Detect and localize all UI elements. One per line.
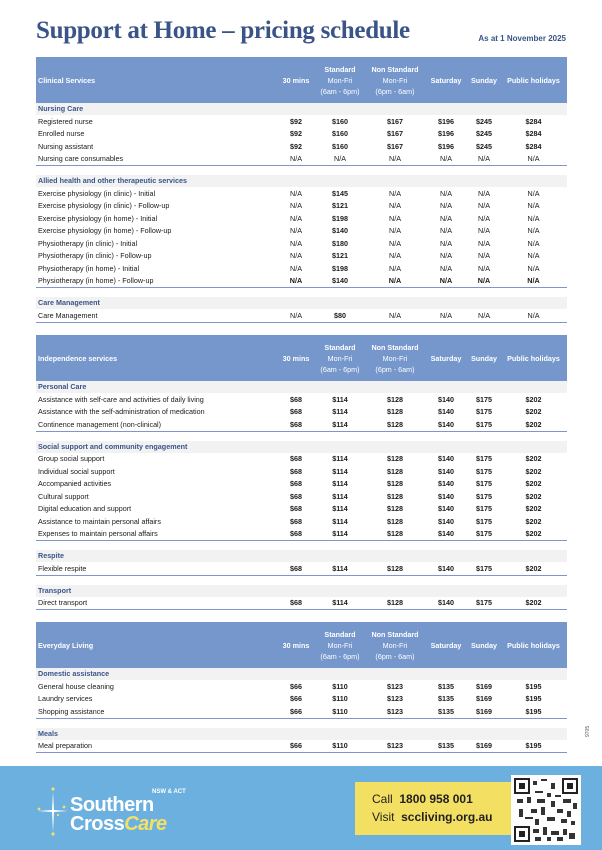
price-cell: $92 (290, 129, 302, 139)
section-gap (36, 719, 567, 728)
price-cell: N/A (334, 154, 346, 164)
price-cell: N/A (290, 201, 302, 211)
price-cell: N/A (527, 263, 540, 273)
pricing-table-0 (36, 57, 567, 323)
price-cell: N/A (527, 238, 540, 248)
table-row (36, 740, 567, 754)
document-code: 9705 (585, 725, 591, 737)
price-cell: $123 (387, 681, 403, 691)
price-cell: $121 (332, 201, 348, 211)
price-cell: $245 (476, 116, 492, 126)
table-row (36, 262, 567, 275)
col-saturday: Saturday (430, 640, 462, 650)
price-cell: $160 (332, 129, 348, 139)
col-non-standard: Non Standard Mon-Fri (6pm - 6am) (371, 629, 419, 661)
price-cell: $140 (438, 466, 454, 476)
price-cell: $140 (438, 394, 454, 404)
col-sunday: Sunday (471, 75, 497, 85)
price-cell: $114 (332, 563, 348, 573)
price-cell: $175 (476, 479, 492, 489)
price-cell: $202 (525, 491, 542, 501)
qr-code-icon[interactable] (511, 775, 581, 845)
price-cell: N/A (527, 188, 540, 198)
price-cell: $68 (290, 419, 302, 429)
price-cell: $114 (332, 479, 348, 489)
col-30-mins: 30 mins (282, 75, 310, 85)
price-cell: $140 (438, 454, 454, 464)
price-cell: $284 (525, 129, 542, 139)
price-cell: $68 (290, 466, 302, 476)
price-cell: $140 (438, 419, 454, 429)
price-cell: $114 (332, 394, 348, 404)
service-name: Laundry services (38, 694, 93, 704)
price-cell: $140 (438, 504, 454, 514)
price-cell: $66 (290, 694, 302, 704)
price-cell: $135 (438, 681, 454, 691)
logo-line1: Southern (70, 794, 154, 816)
col-public-holidays: Public holidays (507, 75, 560, 85)
call-label: Call (372, 792, 393, 806)
service-name: Assistance with the self-administration of medication (38, 407, 205, 417)
service-name: Meal preparation (38, 741, 92, 751)
price-cell: $114 (332, 466, 348, 476)
table-title: Independence services (38, 353, 118, 363)
price-cell: $140 (438, 529, 454, 539)
price-cell: N/A (440, 201, 452, 211)
price-cell: $196 (438, 116, 454, 126)
price-cell: N/A (289, 276, 303, 286)
price-cell: N/A (389, 154, 401, 164)
price-cell: $196 (438, 129, 454, 139)
price-cell: $68 (290, 563, 302, 573)
service-name: Nursing assistant (38, 141, 94, 151)
table-row (36, 309, 567, 323)
price-cell: N/A (478, 310, 490, 320)
price-cell: $145 (332, 188, 348, 198)
website-link[interactable]: sccliving.org.au (401, 810, 493, 824)
price-cell: N/A (478, 154, 490, 164)
price-cell: N/A (440, 213, 452, 223)
table-row (36, 418, 567, 432)
price-cell: $121 (332, 251, 348, 261)
price-cell: $135 (438, 706, 454, 716)
price-cell: $114 (332, 419, 348, 429)
section-title: Respite (36, 550, 567, 562)
logo-care: Care (124, 813, 167, 835)
price-cell: $175 (476, 563, 492, 573)
col-sunday: Sunday (471, 353, 497, 363)
price-cell: $202 (525, 407, 542, 417)
table-row (36, 705, 567, 719)
col-30-mins: 30 mins (282, 353, 310, 363)
col-standard: Standard Mon-Fri (6am - 6pm) (320, 64, 360, 96)
price-cell: $202 (525, 454, 542, 464)
price-cell: $175 (476, 466, 492, 476)
service-name: Exercise physiology (in home) - Initial (38, 213, 158, 223)
table-row (36, 465, 567, 478)
price-cell: $175 (476, 419, 492, 429)
price-cell: $140 (438, 516, 454, 526)
price-cell: $68 (290, 516, 302, 526)
price-cell: $198 (332, 213, 348, 223)
price-cell: $68 (290, 479, 302, 489)
price-cell: $114 (332, 454, 348, 464)
price-cell: $68 (290, 504, 302, 514)
col-30-mins: 30 mins (282, 640, 310, 650)
table-row (36, 693, 567, 706)
price-cell: $68 (290, 491, 302, 501)
section-title: Meals (36, 728, 567, 740)
price-cell: N/A (478, 226, 490, 236)
price-cell: N/A (527, 310, 540, 320)
price-cell: $245 (476, 129, 492, 139)
price-cell: $114 (332, 598, 348, 608)
service-name: Nursing care consumables (38, 154, 124, 164)
section-title: Personal Care (36, 381, 567, 393)
price-cell: $68 (290, 407, 302, 417)
price-cell: $128 (387, 394, 403, 404)
price-cell: $66 (290, 681, 302, 691)
price-cell: N/A (389, 188, 401, 198)
table-row (36, 490, 567, 503)
price-cell: $167 (387, 141, 403, 151)
table-title: Everyday Living (38, 640, 94, 650)
table-header (36, 335, 567, 381)
price-cell: N/A (439, 276, 453, 286)
service-name: Exercise physiology (in clinic) - Follow-up (38, 201, 170, 211)
price-cell: N/A (478, 251, 490, 261)
service-name: Assistance with self-care and activities of daily living (38, 394, 204, 404)
price-cell: $123 (387, 694, 403, 704)
price-cell: $128 (387, 529, 403, 539)
col-standard: Standard Mon-Fri (6am - 6pm) (320, 629, 360, 661)
price-cell: $175 (476, 407, 492, 417)
section-title: Nursing Care (36, 103, 567, 115)
price-cell: $195 (525, 694, 542, 704)
price-cell: $202 (525, 479, 542, 489)
price-cell: $140 (438, 407, 454, 417)
table-row (36, 562, 567, 576)
service-name: Accompanied activities (38, 479, 112, 489)
price-cell: $68 (290, 529, 302, 539)
price-cell: $128 (387, 563, 403, 573)
price-cell: N/A (389, 226, 401, 236)
visit-label: Visit (372, 810, 395, 824)
section-title: Social support and community engagement (36, 441, 567, 453)
col-sunday: Sunday (471, 640, 497, 650)
price-cell: $169 (476, 681, 492, 691)
section-title: Domestic assistance (36, 668, 567, 680)
price-cell: N/A (440, 310, 452, 320)
table-row (36, 528, 567, 542)
price-cell: $202 (525, 466, 542, 476)
price-cell: N/A (478, 201, 490, 211)
price-cell: $169 (476, 706, 492, 716)
service-name: Individual social support (38, 466, 115, 476)
price-cell: $198 (332, 263, 348, 273)
price-cell: $195 (525, 706, 542, 716)
price-cell: N/A (290, 238, 302, 248)
table-row (36, 237, 567, 250)
price-cell: N/A (290, 226, 302, 236)
table-row (36, 597, 567, 611)
price-cell: $175 (476, 394, 492, 404)
section-gap (36, 541, 567, 550)
price-cell: $202 (525, 563, 542, 573)
price-cell: $175 (476, 504, 492, 514)
price-cell: $169 (476, 694, 492, 704)
price-cell: N/A (389, 263, 401, 273)
logo-cross: Cross (70, 813, 125, 835)
section-title: Allied health and other therapeutic services (36, 175, 567, 187)
price-cell: $114 (332, 504, 348, 514)
price-cell: N/A (527, 154, 540, 164)
price-cell: $202 (525, 419, 542, 429)
price-cell: N/A (440, 238, 452, 248)
price-cell: N/A (389, 310, 401, 320)
price-cell: $196 (438, 141, 454, 151)
price-cell: $175 (476, 454, 492, 464)
service-name: Direct transport (38, 598, 88, 608)
table-row (36, 128, 567, 141)
table-row (36, 393, 567, 406)
price-cell: $92 (290, 141, 302, 151)
col-non-standard: Non Standard Mon-Fri (6pm - 6am) (371, 342, 419, 374)
pricing-table-1 (36, 335, 567, 610)
table-row (36, 200, 567, 213)
price-cell: N/A (290, 213, 302, 223)
price-cell: $128 (387, 454, 403, 464)
price-cell: $175 (476, 598, 492, 608)
table-row (36, 478, 567, 491)
contact-box (355, 782, 515, 835)
price-cell: N/A (290, 154, 302, 164)
section-title: Care Management (36, 297, 567, 309)
price-cell: N/A (290, 310, 302, 320)
price-cell: $175 (476, 491, 492, 501)
price-cell: $245 (476, 141, 492, 151)
page-title: Support at Home – pricing schedule (36, 17, 410, 44)
price-cell: N/A (389, 213, 401, 223)
footer-banner (0, 766, 602, 850)
price-cell: $167 (387, 116, 403, 126)
price-cell: $140 (438, 479, 454, 489)
pricing-table-2 (36, 622, 567, 753)
table-row (36, 515, 567, 528)
table-row (36, 680, 567, 693)
section-gap (36, 576, 567, 585)
price-cell: $66 (290, 741, 302, 751)
price-cell: N/A (440, 251, 452, 261)
table-row (36, 453, 567, 466)
price-cell: $128 (387, 466, 403, 476)
price-cell: N/A (478, 188, 490, 198)
logo-region: NSW & ACT (152, 789, 186, 795)
price-cell: $114 (332, 407, 348, 417)
table-title: Clinical Services (38, 75, 96, 85)
service-name: Flexible respite (38, 563, 87, 573)
service-name: Shopping assistance (38, 706, 105, 716)
service-name: Exercise physiology (in home) - Follow-up (38, 226, 172, 236)
price-cell: $128 (387, 516, 403, 526)
table-row (36, 115, 567, 128)
price-cell: $135 (438, 694, 454, 704)
price-cell: $160 (332, 116, 348, 126)
col-saturday: Saturday (430, 353, 462, 363)
price-cell: $175 (476, 516, 492, 526)
table-row (36, 225, 567, 238)
price-cell: $123 (387, 706, 403, 716)
price-cell: $128 (387, 479, 403, 489)
price-cell: $110 (332, 694, 348, 704)
price-cell: N/A (478, 263, 490, 273)
col-public-holidays: Public holidays (507, 353, 560, 363)
service-name: Physiotherapy (in home) - Initial (38, 263, 140, 273)
price-cell: N/A (290, 188, 302, 198)
price-cell: N/A (389, 238, 401, 248)
price-cell: $169 (476, 741, 492, 751)
table-row (36, 212, 567, 225)
price-cell: $202 (525, 598, 542, 608)
price-cell: N/A (440, 154, 452, 164)
price-cell: $110 (332, 706, 348, 716)
price-cell: $202 (525, 529, 542, 539)
table-row (36, 140, 567, 153)
logo-line2 (70, 813, 167, 836)
table-row (36, 187, 567, 200)
table-row (36, 406, 567, 419)
southern-cross-care-logo (36, 786, 186, 836)
price-cell: N/A (440, 263, 452, 273)
price-cell: N/A (478, 238, 490, 248)
price-cell: $202 (525, 504, 542, 514)
price-cell: N/A (290, 251, 302, 261)
phone-number[interactable]: 1800 958 001 (399, 792, 473, 806)
southern-cross-star-icon (36, 786, 70, 836)
service-name: Registered nurse (38, 116, 93, 126)
price-cell: N/A (527, 201, 540, 211)
price-cell: $128 (387, 407, 403, 417)
price-cell: $195 (525, 741, 542, 751)
table-header (36, 622, 567, 668)
price-cell: $135 (438, 741, 454, 751)
price-cell: N/A (440, 188, 452, 198)
table-row (36, 503, 567, 516)
price-cell: $123 (387, 741, 403, 751)
col-saturday: Saturday (430, 75, 462, 85)
price-cell: N/A (389, 251, 401, 261)
col-standard: Standard Mon-Fri (6am - 6pm) (320, 342, 360, 374)
price-cell: $66 (290, 706, 302, 716)
price-cell: $68 (290, 454, 302, 464)
section-gap (36, 432, 567, 441)
price-cell: $110 (332, 741, 348, 751)
price-cell: $68 (290, 598, 302, 608)
service-name: Digital education and support (38, 504, 132, 514)
price-cell: N/A (389, 201, 401, 211)
service-name: Physiotherapy (in home) - Follow-up (38, 276, 154, 286)
service-name: Expenses to maintain personal affairs (38, 529, 158, 539)
section-title: Transport (36, 585, 567, 597)
price-cell: N/A (440, 226, 452, 236)
price-cell: $80 (334, 310, 346, 320)
service-name: Physiotherapy (in clinic) - Follow-up (38, 251, 152, 261)
price-cell: N/A (527, 276, 540, 286)
price-cell: N/A (527, 213, 540, 223)
phone-line (372, 792, 473, 806)
price-cell: $284 (525, 116, 542, 126)
price-cell: $167 (387, 129, 403, 139)
section-gap (36, 166, 567, 175)
service-name: Continence management (non-clinical) (38, 419, 162, 429)
price-cell: N/A (388, 276, 402, 286)
service-name: General house cleaning (38, 681, 114, 691)
table-row (36, 250, 567, 263)
service-name: Group social support (38, 454, 105, 464)
price-cell: N/A (478, 213, 490, 223)
service-name: Enrolled nurse (38, 129, 85, 139)
price-cell: $128 (387, 419, 403, 429)
price-cell: $128 (387, 598, 403, 608)
price-cell: $110 (332, 681, 348, 691)
service-name: Cultural support (38, 491, 89, 501)
website-line (372, 810, 492, 824)
price-cell: $68 (290, 394, 302, 404)
as-at-date: As at 1 November 2025 (478, 34, 566, 43)
price-cell: $195 (525, 681, 542, 691)
table-row (36, 153, 567, 167)
price-cell: $128 (387, 504, 403, 514)
service-name: Exercise physiology (in clinic) - Initial (38, 188, 156, 198)
price-cell: $140 (332, 226, 348, 236)
price-cell: $140 (438, 598, 454, 608)
table-header (36, 57, 567, 103)
price-cell: N/A (527, 251, 540, 261)
service-name: Care Management (38, 310, 98, 320)
price-cell: $140 (438, 491, 454, 501)
price-cell: N/A (527, 226, 540, 236)
price-cell: N/A (477, 276, 491, 286)
price-cell: $202 (525, 516, 542, 526)
price-cell: $114 (332, 529, 348, 539)
price-cell: $202 (525, 394, 542, 404)
price-cell: $140 (332, 276, 348, 286)
col-non-standard: Non Standard Mon-Fri (6pm - 6am) (371, 64, 419, 96)
price-cell: $180 (332, 238, 348, 248)
price-cell: $114 (332, 516, 348, 526)
section-gap (36, 288, 567, 297)
price-cell: $114 (332, 491, 348, 501)
price-cell: $160 (332, 141, 348, 151)
service-name: Physiotherapy (in clinic) - Initial (38, 238, 138, 248)
col-public-holidays: Public holidays (507, 640, 560, 650)
service-name: Assistance to maintain personal affairs (38, 516, 161, 526)
price-cell: $92 (290, 116, 302, 126)
price-cell: N/A (290, 263, 302, 273)
price-cell: $140 (438, 563, 454, 573)
table-row (36, 275, 567, 289)
price-cell: $284 (525, 141, 542, 151)
price-cell: $128 (387, 491, 403, 501)
price-cell: $175 (476, 529, 492, 539)
